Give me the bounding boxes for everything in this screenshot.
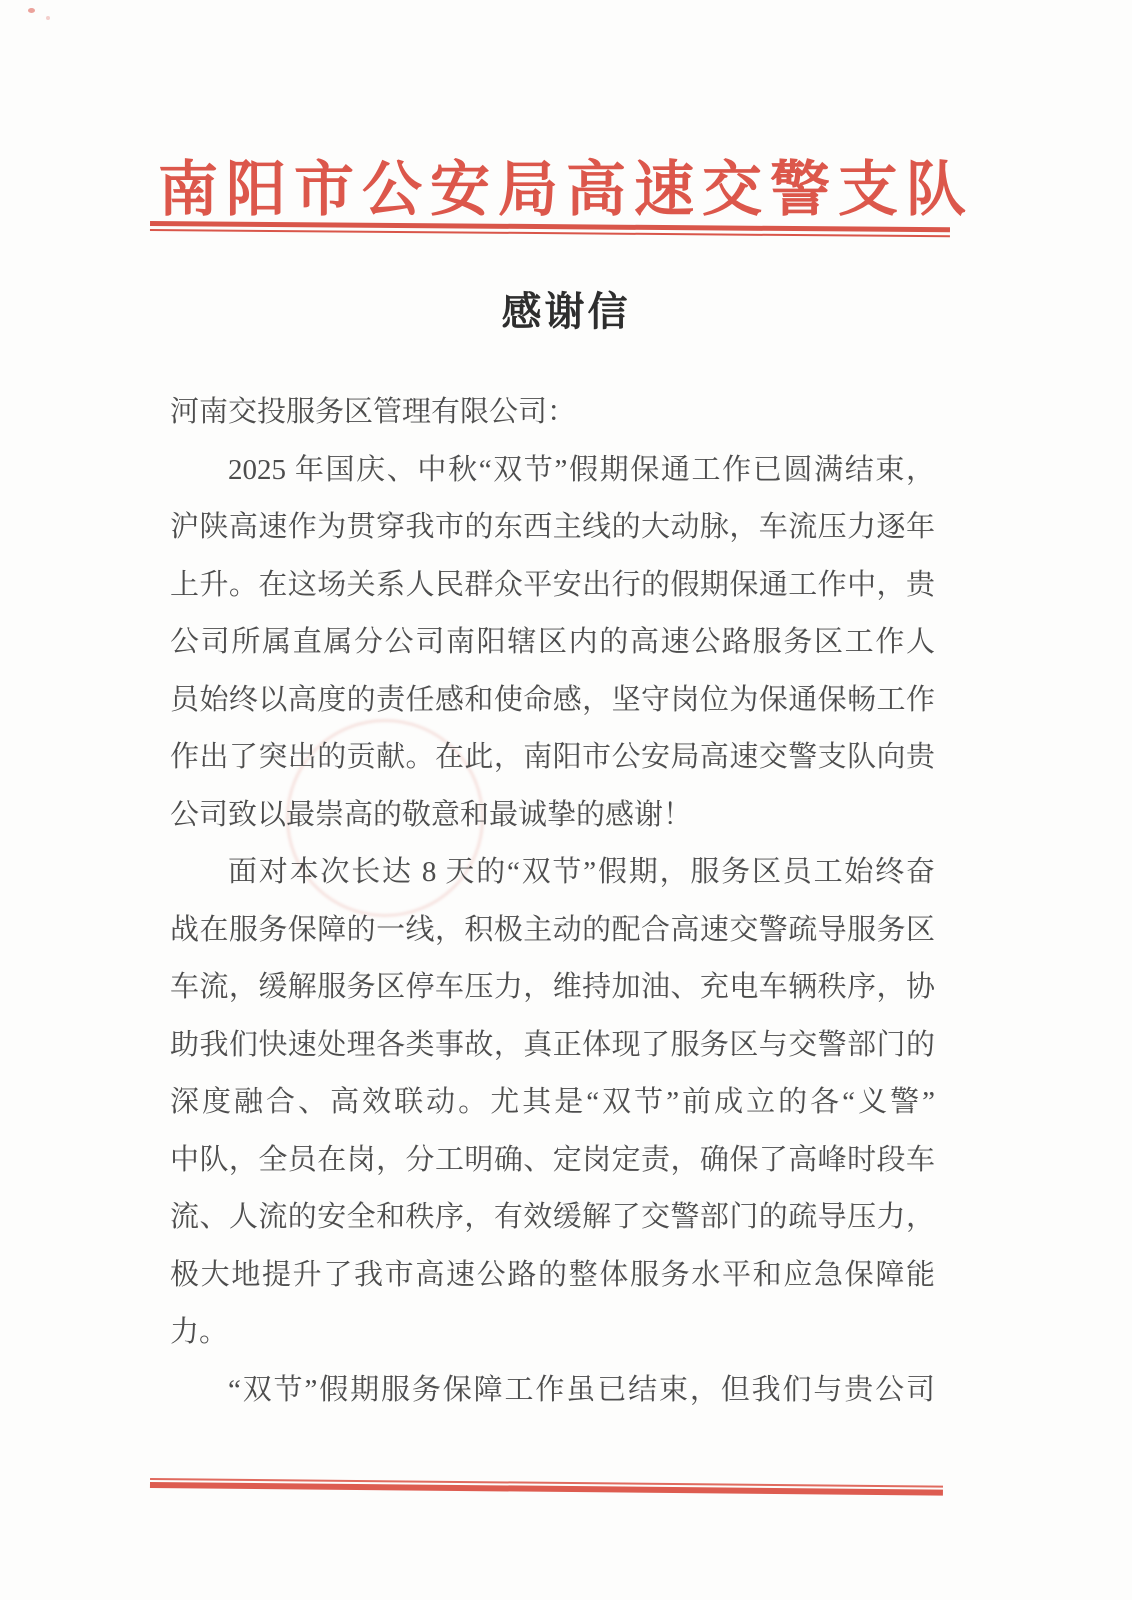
- letterhead-title: 南阳市公安局高速交警支队: [158, 157, 974, 223]
- body-line: 车流，缓解服务区停车压力，维持加油、充电车辆秩序，协: [170, 971, 935, 1003]
- body-line: 沪陕高速作为贯穿我市的东西主线的大动脉，车流压力逐年: [170, 511, 935, 543]
- body-line: 助我们快速处理各类事故，真正体现了服务区与交警部门的: [170, 1028, 935, 1061]
- body-line: 中队，全员在岗，分工明确、定岗定责，确保了高峰时段车: [170, 1143, 935, 1176]
- body-line: 作出了突出的贡献。在此，南阳市公安局高速交警支队向贵: [170, 741, 935, 773]
- salutation: 河南交投服务区管理有限公司：: [170, 396, 577, 428]
- body-line: 力。: [170, 1316, 229, 1348]
- body-line: 深度融合、高效联动。尤其是“双节”前成立的各“义警”: [170, 1086, 935, 1118]
- body-line: 公司致以最崇高的敬意和最诚挚的感谢！: [170, 798, 693, 831]
- body-line: 公司所属直属分公司南阳辖区内的高速公路服务区工作人: [170, 626, 935, 658]
- body-line: 上升。在这场关系人民群众平安出行的假期保通工作中，贵: [170, 568, 935, 601]
- body-line: 员始终以高度的责任感和使命感，坚守岗位为保通保畅工作: [170, 683, 935, 716]
- scan-speck-icon: [28, 8, 35, 13]
- letter-body: [170, 384, 935, 1419]
- body-line: “双节”假期服务保障工作虽已结束，但我们与贵公司: [228, 1373, 935, 1406]
- body-line: 2025 年国庆、中秋“双节”假期保通工作已圆满结束，: [228, 453, 935, 486]
- body-line: 流、人流的安全和秩序，有效缓解了交警部门的疏导压力，: [170, 1201, 935, 1233]
- footer-double-rule: [150, 1478, 943, 1496]
- scan-speck-icon: [46, 16, 50, 20]
- body-line: 面对本次长达 8 天的“双节”假期，服务区员工始终奋: [228, 856, 935, 888]
- body-line: 极大地提升了我市高速公路的整体服务水平和应急保障能: [170, 1258, 935, 1291]
- body-line: 战在服务保障的一线，积极主动的配合高速交警疏导服务区: [170, 913, 935, 946]
- document-title: 感谢信: [501, 289, 631, 334]
